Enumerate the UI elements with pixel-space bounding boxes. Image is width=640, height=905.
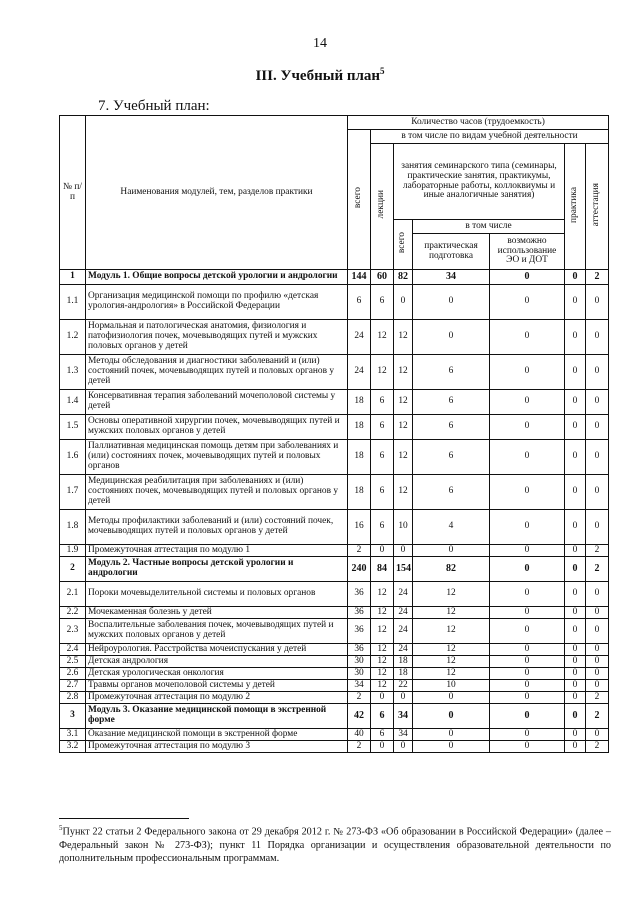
row-seminar-hours: 12	[394, 415, 413, 440]
row-eo-dot-hours: 0	[490, 557, 565, 582]
row-name: Нормальная и патологическая анатомия, физиология и патофизиология почек, мочевыводящих путей и мужских половых органов у детей	[86, 320, 348, 355]
table-row	[60, 475, 609, 510]
row-name: Методы профилактики заболеваний и (или) состояний почек, мочевыводящих путей и половых органов у детей	[86, 510, 348, 545]
footnote	[59, 824, 611, 865]
row-seminar-hours: 12	[394, 390, 413, 415]
row-total-hours: 18	[348, 415, 371, 440]
section-title-text: III. Учебный план	[255, 68, 381, 84]
row-lectures-hours: 12	[371, 680, 394, 692]
footnote-divider	[59, 818, 189, 819]
row-eo-dot-hours: 0	[490, 619, 565, 644]
row-practice-hours: 0	[565, 475, 586, 510]
row-attestation-hours: 2	[586, 741, 609, 753]
module-row	[60, 270, 609, 285]
row-lectures-hours: 6	[371, 440, 394, 475]
row-name: Паллиативная медицинская помощь детям при заболеваниях и (или) состояниях почек, мочевыводящих путей и половых органов	[86, 440, 348, 475]
row-seminar-hours: 0	[394, 741, 413, 753]
row-name: Мочекаменная болезнь у детей	[86, 607, 348, 619]
row-seminar-hours: 0	[394, 545, 413, 557]
plan-heading: 7. Учебный план:	[98, 98, 210, 114]
row-number: 1.7	[60, 475, 86, 510]
row-lectures-hours: 6	[371, 729, 394, 741]
row-practical-hours: 0	[413, 704, 490, 729]
header-eo-dot: возможно использование ЭО и ДОТ	[490, 234, 565, 270]
table-row	[60, 285, 609, 320]
row-name: Нейроурология. Расстройства мочеиспускания у детей	[86, 644, 348, 656]
row-practical-hours: 0	[413, 320, 490, 355]
row-lectures-hours: 6	[371, 510, 394, 545]
row-seminar-hours: 10	[394, 510, 413, 545]
row-attestation-hours: 0	[586, 656, 609, 668]
row-seminar-hours: 0	[394, 285, 413, 320]
row-practical-hours: 6	[413, 390, 490, 415]
table-row	[60, 680, 609, 692]
row-attestation-hours: 0	[586, 320, 609, 355]
row-number: 1.2	[60, 320, 86, 355]
row-practical-hours: 82	[413, 557, 490, 582]
row-name: Консервативная терапия заболеваний мочеполовой системы у детей	[86, 390, 348, 415]
header-attestation-text: аттестация	[591, 182, 602, 227]
row-eo-dot-hours: 0	[490, 668, 565, 680]
row-lectures-hours: 60	[371, 270, 394, 285]
row-eo-dot-hours: 0	[490, 320, 565, 355]
row-practice-hours: 0	[565, 644, 586, 656]
header-practice-text: практика	[569, 186, 580, 223]
row-seminar-hours: 12	[394, 475, 413, 510]
row-total-hours: 2	[348, 545, 371, 557]
row-lectures-hours: 6	[371, 285, 394, 320]
table-row	[60, 607, 609, 619]
row-seminar-hours: 12	[394, 355, 413, 390]
row-practice-hours: 0	[565, 656, 586, 668]
row-seminar-hours: 18	[394, 668, 413, 680]
page-number: 14	[313, 36, 327, 51]
row-name: Детская урологическая онкология	[86, 668, 348, 680]
header-lectures-text: лекции	[376, 190, 387, 219]
row-name: Методы обследования и диагностики заболеваний и (или) состояний почек, мочевыводящих путей и половых органов у детей	[86, 355, 348, 390]
row-attestation-hours: 0	[586, 285, 609, 320]
row-lectures-hours: 84	[371, 557, 394, 582]
row-name: Оказание медицинской помощи в экстренной форме	[86, 729, 348, 741]
row-eo-dot-hours: 0	[490, 680, 565, 692]
row-practical-hours: 4	[413, 510, 490, 545]
row-lectures-hours: 6	[371, 475, 394, 510]
row-eo-dot-hours: 0	[490, 510, 565, 545]
row-lectures-hours: 0	[371, 741, 394, 753]
row-name: Организация медицинской помощи по профилю «детская урология-андрология» в Российской Федерации	[86, 285, 348, 320]
row-eo-dot-hours: 0	[490, 704, 565, 729]
table-row	[60, 390, 609, 415]
row-attestation-hours: 0	[586, 510, 609, 545]
table-row	[60, 668, 609, 680]
row-seminar-hours: 0	[394, 692, 413, 704]
row-number: 1.6	[60, 440, 86, 475]
row-seminar-hours: 12	[394, 320, 413, 355]
header-practical: практическая подготовка	[413, 234, 490, 270]
row-seminar-hours: 34	[394, 704, 413, 729]
row-total-hours: 18	[348, 440, 371, 475]
row-total-hours: 24	[348, 320, 371, 355]
footnote-mark: 5	[59, 824, 63, 832]
row-practical-hours: 6	[413, 355, 490, 390]
row-name: Промежуточная аттестация по модулю 2	[86, 692, 348, 704]
row-name: Модуль 1. Общие вопросы детской урологии и андрологии	[86, 270, 348, 285]
row-attestation-hours: 0	[586, 390, 609, 415]
row-number: 2.2	[60, 607, 86, 619]
table-body	[60, 270, 609, 753]
row-practice-hours: 0	[565, 285, 586, 320]
table-row	[60, 440, 609, 475]
row-number: 2.8	[60, 692, 86, 704]
row-attestation-hours: 2	[586, 704, 609, 729]
header-total-text: всего	[353, 186, 364, 209]
table-row	[60, 545, 609, 557]
row-practice-hours: 0	[565, 668, 586, 680]
row-lectures-hours: 12	[371, 320, 394, 355]
row-number: 2.3	[60, 619, 86, 644]
row-practice-hours: 0	[565, 440, 586, 475]
row-practice-hours: 0	[565, 607, 586, 619]
row-lectures-hours: 12	[371, 644, 394, 656]
row-total-hours: 30	[348, 656, 371, 668]
row-total-hours: 36	[348, 619, 371, 644]
row-eo-dot-hours: 0	[490, 440, 565, 475]
row-seminar-hours: 18	[394, 656, 413, 668]
row-practical-hours: 12	[413, 668, 490, 680]
row-practice-hours: 0	[565, 680, 586, 692]
row-number: 1	[60, 270, 86, 285]
table-row	[60, 644, 609, 656]
table-row	[60, 619, 609, 644]
row-seminar-hours: 24	[394, 582, 413, 607]
row-attestation-hours: 0	[586, 582, 609, 607]
row-lectures-hours: 12	[371, 355, 394, 390]
row-number: 3.2	[60, 741, 86, 753]
section-title	[0, 66, 640, 85]
header-num: № п/п	[60, 116, 86, 270]
table-row	[60, 355, 609, 390]
row-name: Промежуточная аттестация по модулю 3	[86, 741, 348, 753]
row-practical-hours: 12	[413, 619, 490, 644]
row-number: 1.3	[60, 355, 86, 390]
table-row	[60, 415, 609, 440]
row-eo-dot-hours: 0	[490, 475, 565, 510]
row-attestation-hours: 2	[586, 270, 609, 285]
row-eo-dot-hours: 0	[490, 545, 565, 557]
row-practical-hours: 0	[413, 545, 490, 557]
row-practice-hours: 0	[565, 619, 586, 644]
header-by-activity: в том числе по видам учебной деятельности	[371, 130, 609, 144]
row-total-hours: 36	[348, 644, 371, 656]
module-row	[60, 557, 609, 582]
row-lectures-hours: 6	[371, 704, 394, 729]
row-practice-hours: 0	[565, 582, 586, 607]
row-number: 1.5	[60, 415, 86, 440]
row-number: 2.7	[60, 680, 86, 692]
row-total-hours: 240	[348, 557, 371, 582]
row-name: Модуль 2. Частные вопросы детской урологии и андрологии	[86, 557, 348, 582]
table-row	[60, 656, 609, 668]
row-eo-dot-hours: 0	[490, 607, 565, 619]
row-practical-hours: 12	[413, 607, 490, 619]
row-total-hours: 24	[348, 355, 371, 390]
row-attestation-hours: 0	[586, 607, 609, 619]
row-total-hours: 34	[348, 680, 371, 692]
row-practice-hours: 0	[565, 545, 586, 557]
row-seminar-hours: 24	[394, 607, 413, 619]
row-lectures-hours: 0	[371, 692, 394, 704]
row-number: 2.6	[60, 668, 86, 680]
row-number: 3.1	[60, 729, 86, 741]
row-total-hours: 18	[348, 475, 371, 510]
row-attestation-hours: 2	[586, 692, 609, 704]
row-lectures-hours: 6	[371, 390, 394, 415]
row-practical-hours: 0	[413, 285, 490, 320]
row-lectures-hours: 12	[371, 582, 394, 607]
header-attestation	[586, 144, 609, 270]
row-name: Воспалительные заболевания почек, мочевыводящих путей и мужских половых органов у детей	[86, 619, 348, 644]
table-row	[60, 692, 609, 704]
row-total-hours: 18	[348, 390, 371, 415]
header-name: Наименования модулей, тем, разделов практики	[86, 116, 348, 270]
row-lectures-hours: 12	[371, 619, 394, 644]
row-eo-dot-hours: 0	[490, 582, 565, 607]
row-practical-hours: 6	[413, 415, 490, 440]
header-seminar-total-text: всего	[397, 231, 408, 254]
row-attestation-hours: 0	[586, 415, 609, 440]
table-row	[60, 741, 609, 753]
row-practice-hours: 0	[565, 557, 586, 582]
row-eo-dot-hours: 0	[490, 692, 565, 704]
row-practical-hours: 0	[413, 729, 490, 741]
row-seminar-hours: 22	[394, 680, 413, 692]
table-row	[60, 510, 609, 545]
row-eo-dot-hours: 0	[490, 729, 565, 741]
row-name: Пороки мочевыделительной системы и половых органов	[86, 582, 348, 607]
row-number: 2.1	[60, 582, 86, 607]
row-total-hours: 40	[348, 729, 371, 741]
header-lectures	[371, 144, 394, 270]
row-eo-dot-hours: 0	[490, 741, 565, 753]
row-total-hours: 144	[348, 270, 371, 285]
row-attestation-hours: 2	[586, 557, 609, 582]
footnote-text: Пункт 22 статьи 2 Федерального закона от 29 декабря 2012 г. № 273-ФЗ «Об образовании в Российской Федерации» (далее – Федеральный закон № 273-ФЗ); пункт 11 Порядка организации и осуществления образовательной деятельности по дополнительным профессиональным программам.	[59, 826, 611, 864]
row-number: 2	[60, 557, 86, 582]
row-attestation-hours: 0	[586, 475, 609, 510]
table-row	[60, 320, 609, 355]
row-lectures-hours: 0	[371, 545, 394, 557]
row-eo-dot-hours: 0	[490, 285, 565, 320]
row-total-hours: 30	[348, 668, 371, 680]
row-attestation-hours: 2	[586, 545, 609, 557]
row-seminar-hours: 154	[394, 557, 413, 582]
row-practical-hours: 0	[413, 692, 490, 704]
row-number: 1.1	[60, 285, 86, 320]
row-attestation-hours: 0	[586, 680, 609, 692]
row-total-hours: 42	[348, 704, 371, 729]
row-seminar-hours: 82	[394, 270, 413, 285]
row-lectures-hours: 12	[371, 607, 394, 619]
row-eo-dot-hours: 0	[490, 415, 565, 440]
row-practical-hours: 12	[413, 644, 490, 656]
row-number: 2.5	[60, 656, 86, 668]
row-attestation-hours: 0	[586, 644, 609, 656]
row-name: Промежуточная аттестация по модулю 1	[86, 545, 348, 557]
curriculum-table	[59, 115, 609, 753]
row-practice-hours: 0	[565, 270, 586, 285]
row-lectures-hours: 6	[371, 415, 394, 440]
row-name: Медицинская реабилитация при заболеваниях и (или) состояниях почек, мочевыводящих путей и половых органов у детей	[86, 475, 348, 510]
row-eo-dot-hours: 0	[490, 355, 565, 390]
row-name: Модуль 3. Оказание медицинской помощи в экстренной форме	[86, 704, 348, 729]
row-practical-hours: 34	[413, 270, 490, 285]
row-total-hours: 36	[348, 582, 371, 607]
row-practice-hours: 0	[565, 704, 586, 729]
row-lectures-hours: 12	[371, 668, 394, 680]
table-header	[60, 116, 609, 270]
row-practical-hours: 12	[413, 582, 490, 607]
row-attestation-hours: 0	[586, 729, 609, 741]
row-number: 1.9	[60, 545, 86, 557]
header-including: в том числе	[413, 220, 565, 234]
row-eo-dot-hours: 0	[490, 270, 565, 285]
row-total-hours: 16	[348, 510, 371, 545]
row-name: Детская андрология	[86, 656, 348, 668]
row-practical-hours: 10	[413, 680, 490, 692]
row-name: Основы оперативной хирургии почек, мочевыводящих путей и мужских половых органов у детей	[86, 415, 348, 440]
header-hours: Количество часов (трудоемкость)	[348, 116, 609, 130]
row-total-hours: 6	[348, 285, 371, 320]
header-practice	[565, 144, 586, 270]
row-attestation-hours: 0	[586, 355, 609, 390]
row-seminar-hours: 24	[394, 644, 413, 656]
section-footnote-mark: 5	[380, 66, 385, 76]
header-seminar: занятия семинарского типа (семинары, практические занятия, практикумы, лабораторные работы, коллоквиумы и иные аналогичные занятия)	[394, 144, 565, 220]
row-seminar-hours: 12	[394, 440, 413, 475]
row-number: 3	[60, 704, 86, 729]
row-practice-hours: 0	[565, 692, 586, 704]
row-practical-hours: 0	[413, 741, 490, 753]
row-practical-hours: 6	[413, 475, 490, 510]
row-total-hours: 2	[348, 692, 371, 704]
row-practice-hours: 0	[565, 320, 586, 355]
row-practical-hours: 12	[413, 656, 490, 668]
row-eo-dot-hours: 0	[490, 390, 565, 415]
header-total	[348, 130, 371, 270]
row-practice-hours: 0	[565, 355, 586, 390]
row-practice-hours: 0	[565, 390, 586, 415]
header-seminar-total	[394, 220, 413, 270]
row-eo-dot-hours: 0	[490, 644, 565, 656]
table-row	[60, 582, 609, 607]
row-number: 1.4	[60, 390, 86, 415]
row-attestation-hours: 0	[586, 619, 609, 644]
row-seminar-hours: 24	[394, 619, 413, 644]
row-number: 2.4	[60, 644, 86, 656]
row-practice-hours: 0	[565, 741, 586, 753]
row-practice-hours: 0	[565, 510, 586, 545]
table-row	[60, 729, 609, 741]
row-practical-hours: 6	[413, 440, 490, 475]
row-total-hours: 36	[348, 607, 371, 619]
row-eo-dot-hours: 0	[490, 656, 565, 668]
row-attestation-hours: 0	[586, 668, 609, 680]
row-attestation-hours: 0	[586, 440, 609, 475]
row-practice-hours: 0	[565, 415, 586, 440]
row-number: 1.8	[60, 510, 86, 545]
row-total-hours: 2	[348, 741, 371, 753]
row-practice-hours: 0	[565, 729, 586, 741]
row-name: Травмы органов мочеполовой системы у детей	[86, 680, 348, 692]
row-seminar-hours: 34	[394, 729, 413, 741]
row-lectures-hours: 12	[371, 656, 394, 668]
module-row	[60, 704, 609, 729]
